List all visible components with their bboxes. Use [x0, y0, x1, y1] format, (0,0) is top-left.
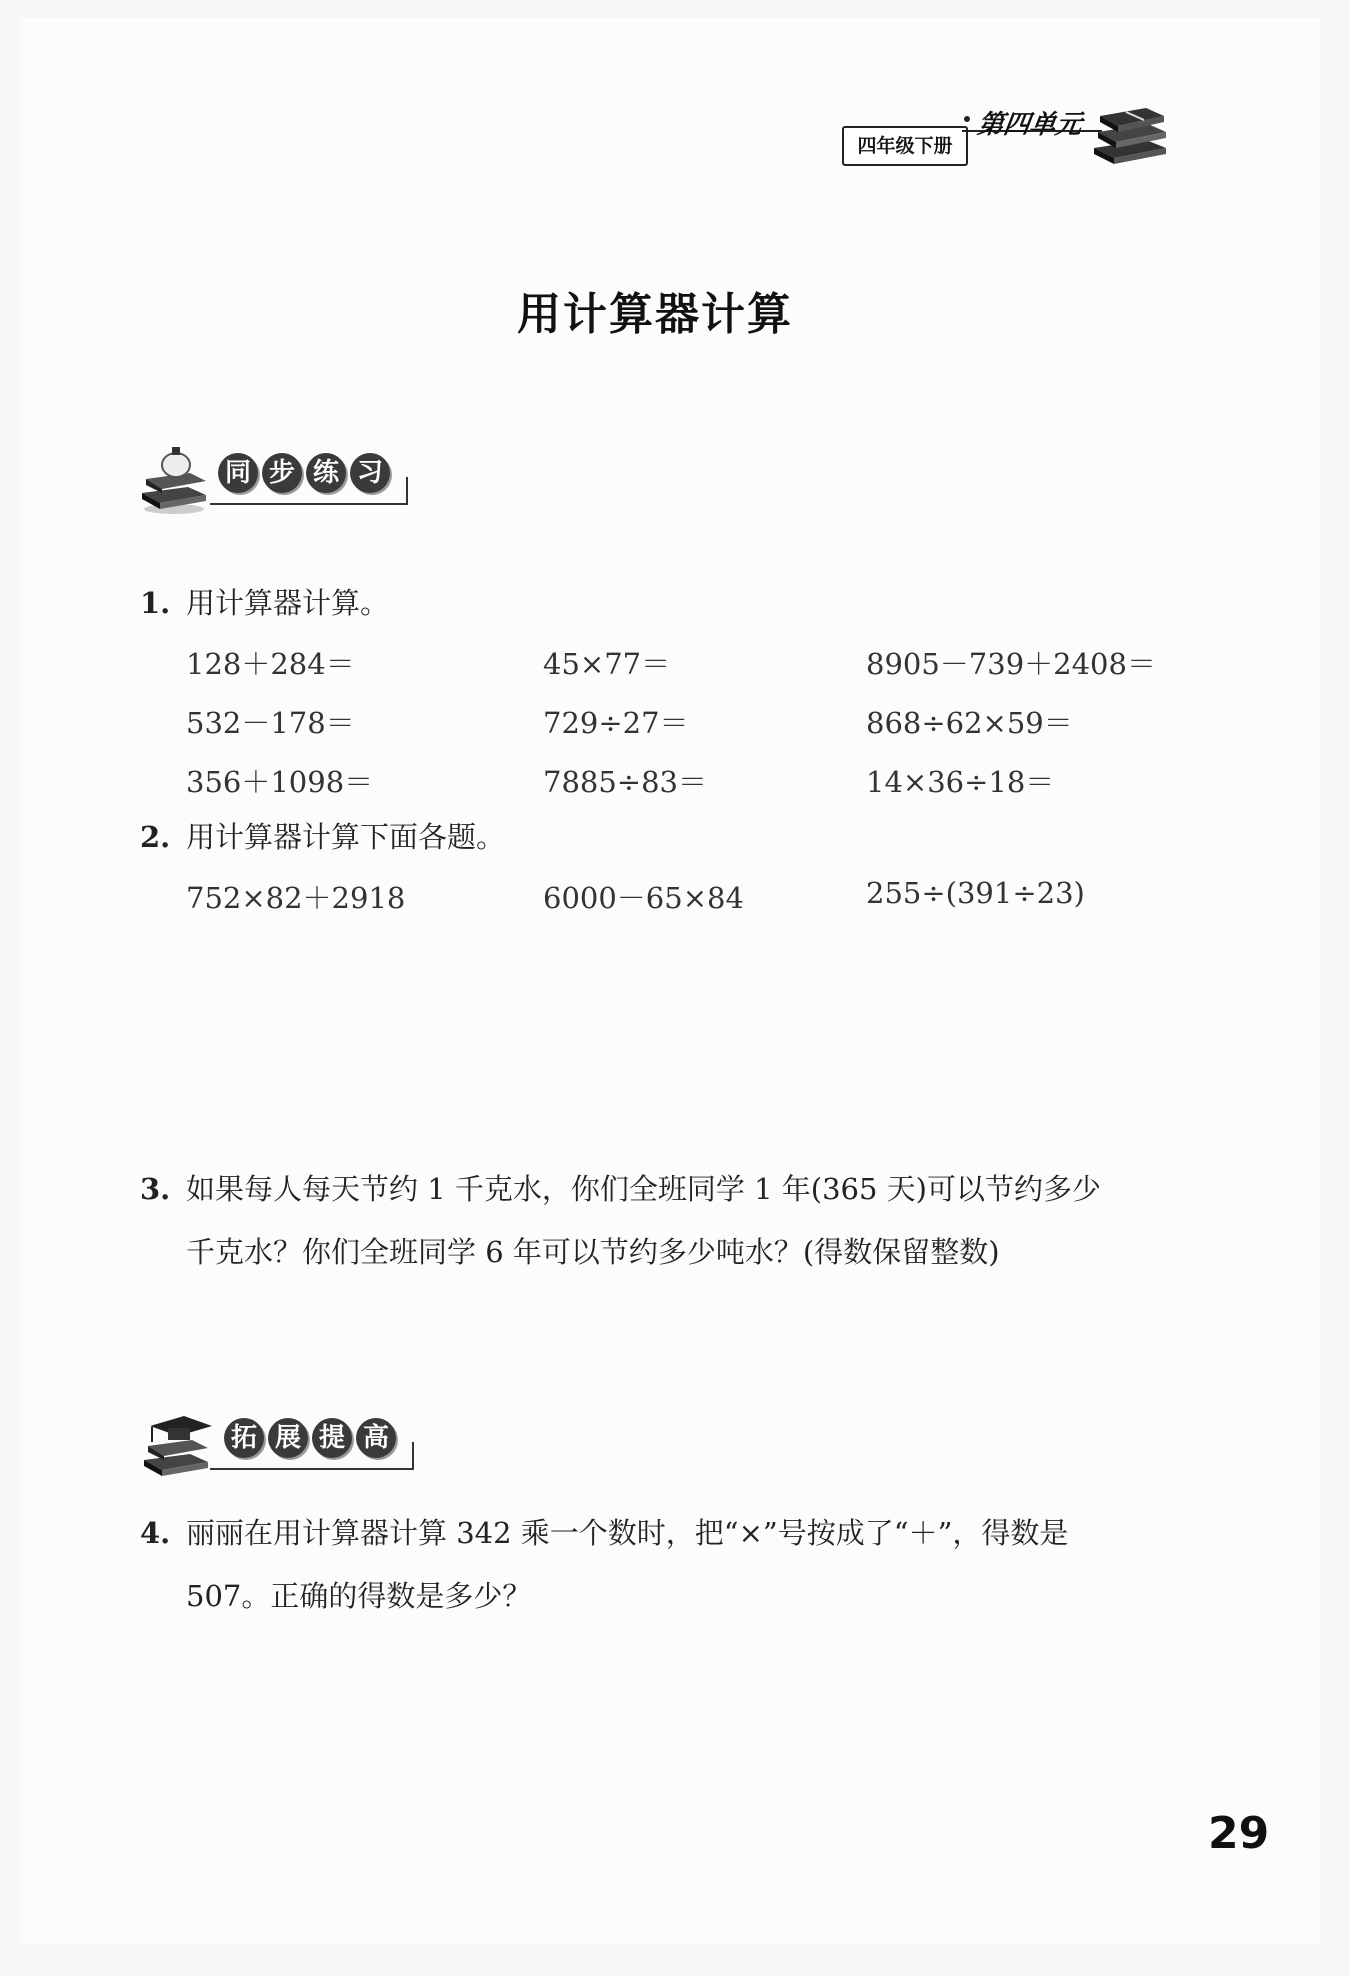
extend-banner [140, 1410, 416, 1480]
expression: 868÷62×59＝ [866, 706, 1073, 740]
grade-label: 四年级下册 [842, 126, 968, 166]
expression: 6000－65×84 [543, 881, 744, 915]
expression: 752×82＋2918 [186, 881, 406, 915]
extend-heading [224, 1418, 396, 1458]
question-2 [140, 808, 505, 866]
question-text: 用计算器计算。 [186, 586, 390, 620]
heading-char: 展 [268, 1418, 308, 1458]
page-title: 用计算器计算 [517, 289, 793, 340]
question-3 [140, 1160, 1101, 1218]
heading-char: 同 [218, 453, 258, 493]
heading-char: 拓 [224, 1418, 264, 1458]
question-1 [140, 574, 389, 632]
question-text: 丽丽在用计算器计算 342 乘一个数时，把“×”号按成了“＋”，得数是 [186, 1516, 1069, 1550]
question-text: 如果每人每天节约 1 千克水，你们全班同学 1 年(365 天)可以节约多少 [186, 1172, 1101, 1206]
expression: 8905－739＋2408＝ [866, 647, 1156, 681]
expression: 255÷(391÷23) [866, 876, 1085, 910]
banner-underline [210, 503, 408, 505]
practice-banner [140, 445, 410, 515]
unit-label: 第四单元 [975, 110, 1084, 140]
heading-char: 高 [356, 1418, 396, 1458]
question-number: 1. [140, 586, 171, 620]
heading-char: 练 [306, 453, 346, 493]
question-number: 3. [140, 1172, 171, 1206]
heading-char: 步 [262, 453, 302, 493]
banner-bracket [412, 1442, 414, 1470]
question-number: 2. [140, 820, 171, 854]
question-text: 用计算器计算下面各题。 [186, 820, 506, 854]
graduation-cap-books-icon [140, 1410, 220, 1480]
expression: 45×77＝ [543, 647, 671, 681]
expression: 729÷27＝ [543, 706, 689, 740]
heading-char: 习 [350, 453, 390, 493]
book-stack-icon [1090, 90, 1170, 170]
expression: 14×36÷18＝ [866, 765, 1055, 799]
question-text-continued: 千克水？你们全班同学 6 年可以节约多少吨水？(得数保留整数) [186, 1235, 1000, 1269]
heading-char: 提 [312, 1418, 352, 1458]
question-4 [140, 1504, 1068, 1562]
question-number: 4. [140, 1516, 171, 1550]
expression: 532－178＝ [186, 706, 355, 740]
header-dot [964, 116, 970, 122]
page-number: 29 [1208, 1808, 1270, 1859]
banner-bracket [406, 477, 408, 505]
lamp-books-icon [140, 445, 220, 515]
expression: 7885÷83＝ [543, 765, 708, 799]
banner-underline [210, 1468, 414, 1470]
question-text-continued: 507。正确的得数是多少？ [186, 1579, 532, 1613]
expression: 356＋1098＝ [186, 765, 374, 799]
practice-heading [218, 453, 390, 493]
expression: 128＋284＝ [186, 647, 355, 681]
